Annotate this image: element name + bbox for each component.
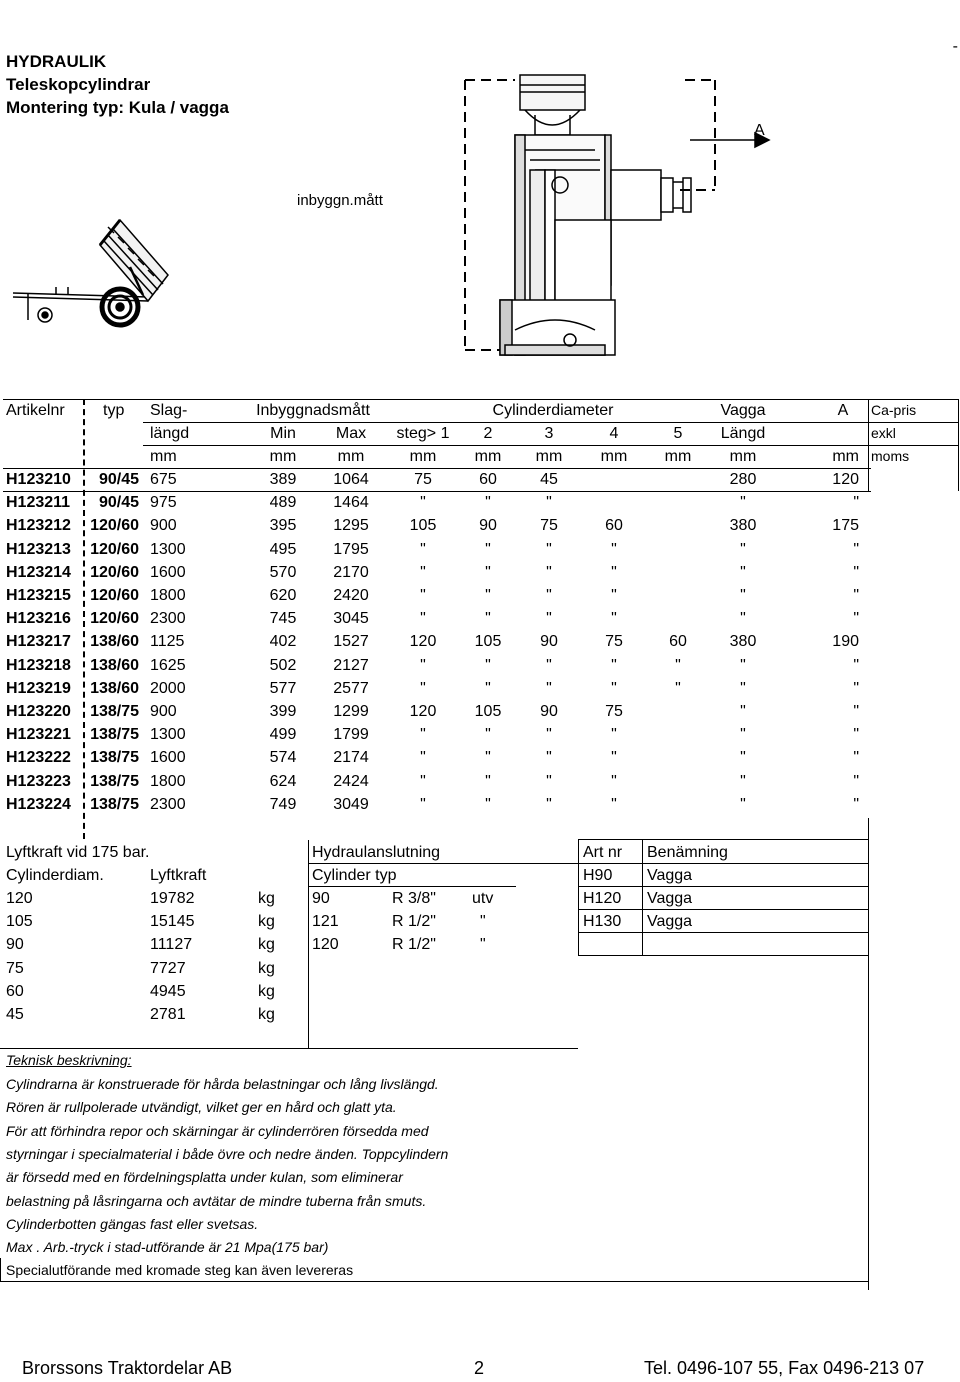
table-cell: " (420, 795, 426, 813)
table-cell: " (420, 726, 426, 744)
table-row (3, 561, 959, 584)
table-cell: " (853, 726, 859, 744)
table-cell: " (740, 610, 746, 628)
table-cell: " (546, 726, 552, 744)
table-cell (646, 561, 710, 584)
table-cell: 138/75 (90, 749, 139, 767)
table-row (3, 514, 959, 537)
table-cell: 138/60 (90, 679, 139, 697)
table-row (3, 793, 959, 816)
lyft-title: Lyftkraft vid 175 bar. (6, 844, 150, 861)
table-cell: " (420, 679, 426, 697)
lyft-cell: kg (258, 1006, 275, 1023)
footer-page-number: 2 (474, 1358, 485, 1378)
table-cell: 175 (832, 517, 859, 535)
lyft-col-force: Lyftkraft (150, 867, 207, 884)
hydraulic-cell: " (480, 936, 486, 954)
table-cell: 90/45 (98, 494, 139, 512)
table-cell: 1464 (333, 494, 369, 512)
table-header-cell: steg> 1 (396, 425, 450, 442)
table-cell: " (611, 610, 617, 628)
table-cell: " (420, 656, 426, 674)
hydraulic-cell: R 1/2" (392, 913, 436, 931)
table-cell: " (675, 656, 681, 674)
table-cell: 2127 (333, 656, 369, 674)
table-cell: H123224 (6, 795, 71, 813)
lyft-cell: kg (258, 959, 275, 977)
corner-mark: - (952, 38, 958, 55)
table-cell: 975 (150, 494, 177, 512)
table-cell: 138/75 (90, 795, 139, 813)
table-cell: " (485, 540, 491, 558)
table-cell: H123218 (6, 656, 71, 674)
table-header-cell: Inbyggnadsmått (256, 402, 370, 419)
table-cell: 138/75 (90, 772, 139, 790)
table-cell: 2300 (150, 795, 186, 813)
table-cell: 280 (729, 471, 757, 488)
description-last-line: Specialutförande med kromade steg kan även levereras (6, 1262, 354, 1278)
table-cell: 574 (269, 749, 297, 767)
table-unit-cell: mm (474, 448, 502, 465)
table-unit-cell: mm (664, 448, 692, 465)
parts-cell: Vagga (647, 890, 693, 908)
page-title: HYDRAULIK (6, 52, 107, 71)
table-cell: " (611, 772, 617, 790)
table-cell: 138/75 (90, 703, 139, 720)
table-cell: H123220 (6, 703, 71, 720)
description-line: Rören är rullpolerade utvändigt, vilket ger en hård och glatt yta. (6, 1099, 397, 1116)
description-line: styrningar i specialmaterial i både övre och nedre änden. Toppcylindern (6, 1145, 449, 1162)
lyft-cell: 60 (6, 982, 24, 1000)
table-cell: " (420, 587, 426, 604)
table-cell: " (546, 494, 552, 512)
table-cell: 120 (832, 471, 859, 488)
table-cell: H123221 (6, 726, 71, 744)
table-row (3, 654, 959, 677)
table-cell (646, 770, 710, 793)
table-cell: 624 (269, 772, 297, 790)
hydraulic-cell: 121 (312, 913, 339, 931)
table-cell: 1064 (333, 471, 369, 488)
table-cell: 1800 (150, 587, 186, 604)
mounting-type: Montering typ: Kula / vagga (6, 98, 229, 117)
table-unit-cell: mm (535, 448, 563, 465)
description-line: För att förhindra repor och skärningar är cylinderrören försedda med (6, 1122, 429, 1139)
table-unit-cell: mm (337, 448, 365, 465)
hydraulic-cell: 90 (312, 890, 330, 907)
table-cell: 499 (269, 726, 297, 744)
table-cell: 120/60 (90, 517, 139, 535)
lyft-cell: kg (258, 982, 275, 1000)
table-cell: " (546, 563, 552, 581)
table-cell: " (740, 563, 746, 581)
table-cell: 105 (474, 703, 502, 720)
table-cell: 577 (269, 679, 297, 697)
table-cell: 489 (269, 494, 297, 512)
cylinder-cross-section (455, 60, 775, 380)
table-row (3, 584, 959, 607)
table-cell: 495 (269, 540, 297, 558)
parts-col-artnr: Art nr (583, 844, 623, 861)
table-cell: 1300 (150, 726, 186, 744)
table-header-cell: exkl (871, 425, 896, 441)
table-cell: " (853, 610, 859, 628)
table-cell: H123212 (6, 517, 71, 535)
table-cell: " (420, 540, 426, 558)
lyft-cell: kg (258, 913, 275, 931)
table-cell: 45 (540, 471, 558, 488)
table-cell: " (740, 679, 746, 697)
table-row (3, 468, 959, 491)
table-cell (646, 700, 710, 723)
table-cell (646, 491, 710, 514)
lyft-cell: 75 (6, 959, 24, 977)
table-cell (646, 607, 710, 630)
table-cell: 900 (150, 703, 177, 720)
table-cell: " (740, 703, 746, 720)
table-cell: " (740, 587, 746, 604)
dimension-label-a: A (754, 122, 765, 139)
table-cell: H123211 (6, 494, 71, 512)
table-cell: " (740, 795, 746, 813)
table-cell: 120/60 (90, 610, 139, 628)
table-unit-cell: moms (871, 448, 910, 464)
table-cell: 395 (269, 517, 297, 535)
table-unit-cell: mm (269, 448, 297, 465)
table-cell: " (740, 494, 746, 512)
table-cell: " (853, 656, 859, 674)
parts-col-name: Benämning (647, 844, 728, 861)
table-cell: " (485, 795, 491, 813)
description-line: Cylinderbotten gängas fast eller svetsas. (6, 1215, 259, 1232)
table-cell (646, 514, 710, 537)
table-cell: " (740, 749, 746, 767)
table-header-cell: 4 (609, 425, 619, 442)
table-row (3, 677, 959, 700)
table-cell: 138/60 (90, 633, 139, 651)
table-cell: 75 (605, 633, 623, 651)
table-cell: " (611, 540, 617, 558)
table-header-cell: Cylinderdiameter (492, 402, 614, 419)
table-cell: 138/60 (90, 656, 139, 674)
table-cell: " (546, 656, 552, 674)
table-row (3, 770, 959, 793)
table-cell: " (740, 726, 746, 744)
table-cell: " (420, 749, 426, 767)
description-title: Teknisk beskrivning: (6, 1052, 132, 1068)
table-cell: 2000 (150, 679, 186, 697)
table-cell: " (546, 587, 552, 604)
table-header-cell: typ (103, 402, 125, 419)
table-cell: " (675, 679, 681, 697)
parts-cell: H90 (583, 867, 613, 884)
table-cell: 1295 (333, 517, 369, 535)
hydraulic-cell: utv (472, 890, 494, 907)
table-cell: " (546, 610, 552, 628)
table-cell: 402 (269, 633, 297, 651)
table-cell: H123219 (6, 679, 71, 697)
table-cell: 389 (269, 471, 297, 488)
table-row (3, 630, 959, 653)
table-cell: H123217 (6, 633, 71, 651)
table-cell: 2300 (150, 610, 186, 628)
table-header-cell: 3 (544, 425, 554, 442)
table-cell: " (740, 656, 746, 674)
footer-contact: Tel. 0496-107 55, Fax 0496-213 07 (644, 1358, 925, 1378)
table-cell: 1600 (150, 563, 186, 581)
table-cell: 105 (409, 517, 437, 535)
table-cell: 1527 (333, 633, 369, 651)
table-cell: 2174 (333, 749, 369, 767)
table-cell: 1795 (333, 540, 369, 558)
hydraulic-subtitle: Cylinder typ (312, 867, 397, 884)
table-cell: 1800 (150, 772, 186, 790)
table-cell: H123213 (6, 540, 71, 558)
table-header-cell: Vagga (720, 402, 766, 419)
table-cell: 2420 (333, 587, 369, 604)
table-cell: " (420, 772, 426, 790)
table-cell: " (611, 679, 617, 697)
lyft-cell: kg (258, 936, 275, 954)
table-cell: 90 (479, 517, 497, 535)
table-cell: 745 (269, 610, 297, 628)
table-cell (583, 491, 645, 514)
lyft-cell: 105 (6, 913, 33, 931)
table-cell: 120 (409, 633, 437, 651)
parts-cell: Vagga (647, 913, 693, 931)
table-cell: " (485, 587, 491, 604)
table-cell: " (611, 563, 617, 581)
table-cell: 105 (474, 633, 502, 651)
table-unit-cell: mm (150, 448, 177, 465)
table-header-row (3, 422, 959, 445)
table-cell: " (420, 563, 426, 581)
lyft-cell: 45 (6, 1006, 24, 1023)
table-cell: 75 (540, 517, 558, 535)
table-cell: " (853, 772, 859, 790)
dimension-label-inbyggn: inbyggn.mått (297, 192, 383, 209)
table-cell: " (485, 656, 491, 674)
page-subtitle: Teleskopcylindrar (6, 75, 151, 94)
table-cell: 120/60 (90, 587, 139, 604)
table-cell (646, 468, 710, 491)
table-header-cell: Artikelnr (6, 402, 65, 419)
table-cell: 90/45 (98, 471, 139, 488)
table-cell: " (546, 679, 552, 697)
table-cell: " (611, 656, 617, 674)
hydraulic-cell: " (480, 913, 486, 931)
hydraulic-cell: 120 (312, 936, 339, 954)
table-cell: 1125 (150, 633, 185, 651)
table-cell: " (546, 772, 552, 790)
lyft-cell: 2781 (150, 1006, 186, 1023)
table-cell: 90 (540, 703, 558, 720)
table-cell: " (420, 494, 426, 512)
table-cell: " (546, 540, 552, 558)
parts-cell: H130 (583, 913, 622, 931)
table-cell: 2577 (333, 679, 369, 697)
table-cell: " (853, 494, 859, 512)
hydraulic-title: Hydraulanslutning (312, 844, 441, 861)
table-cell: " (853, 563, 859, 581)
table-cell (646, 746, 710, 769)
lyft-cell: 4945 (150, 982, 186, 1000)
table-cell: 675 (150, 471, 177, 488)
table-cell: " (740, 772, 746, 790)
table-cell: 75 (605, 703, 623, 720)
trailer-illustration (8, 205, 173, 330)
lyft-cell: kg (258, 890, 275, 907)
parts-cell: Vagga (647, 867, 693, 884)
table-cell: " (853, 703, 859, 720)
table-cell: " (853, 540, 859, 558)
table-header-cell: Längd (720, 425, 766, 442)
table-header-cell: 5 (673, 425, 683, 442)
table-cell: 60 (669, 633, 687, 651)
table-unit-cell: mm (832, 448, 859, 465)
table-cell: 1299 (333, 703, 369, 720)
table-header-cell: A (837, 402, 849, 419)
table-header-row (3, 399, 959, 422)
table-cell: " (546, 749, 552, 767)
table-row (3, 538, 959, 561)
table-cell: 399 (269, 703, 297, 720)
table-cell: " (853, 795, 859, 813)
table-cell: 138/75 (90, 726, 139, 744)
parts-cell: H120 (583, 890, 622, 908)
table-cell: 3049 (333, 795, 369, 813)
table-cell (646, 723, 710, 746)
table-cell: 900 (150, 517, 177, 535)
hydraulic-cell: R 3/8" (392, 890, 436, 907)
table-cell: 2424 (333, 772, 369, 790)
table-cell: " (485, 749, 491, 767)
table-header-cell: Slag- (150, 402, 188, 419)
table-cell: 60 (479, 471, 497, 488)
table-cell: 3045 (333, 610, 369, 628)
table-header-cell: Max (335, 425, 367, 442)
table-row (3, 607, 959, 630)
table-cell: " (485, 772, 491, 790)
table-cell: 1300 (150, 540, 186, 558)
hydraulic-cell: R 1/2" (392, 936, 436, 954)
table-cell: 190 (832, 633, 859, 651)
table-header-cell: Min (270, 425, 296, 442)
table-cell: H123216 (6, 610, 71, 628)
table-cell: " (611, 795, 617, 813)
table-cell: 380 (729, 633, 757, 651)
table-cell: " (485, 563, 491, 581)
table-cell: H123223 (6, 772, 71, 790)
lyft-cell: 11127 (150, 936, 193, 954)
lyft-cell: 15145 (150, 913, 195, 931)
table-cell: 1799 (333, 726, 369, 744)
table-unit-cell: mm (409, 448, 437, 465)
table-cell: 1600 (150, 749, 186, 767)
table-cell: 380 (729, 517, 757, 535)
table-cell: 1625 (150, 656, 186, 674)
table-cell: " (420, 610, 426, 628)
description-line: belastning på låsringarna och avtätar de mindre tuberna från smuts. (6, 1192, 427, 1209)
table-row (3, 700, 959, 723)
table-cell: " (611, 726, 617, 744)
description-line: är försedd med en fördelningsplatta under kulan, som eliminerar (6, 1169, 403, 1186)
table-cell: " (853, 587, 859, 604)
footer-company: Brorssons Traktordelar AB (22, 1358, 233, 1378)
table-cell: " (485, 726, 491, 744)
table-cell (646, 793, 710, 816)
table-cell: 2170 (333, 563, 369, 581)
table-cell: 749 (269, 795, 297, 813)
table-header-cell: längd (150, 425, 190, 442)
table-row (3, 723, 959, 746)
table-cell: " (485, 610, 491, 628)
lyft-col-diam: Cylinderdiam. (6, 867, 104, 884)
description-line: Cylindrarna är konstruerade för hårda belastningar och lång livslängd. (6, 1076, 439, 1092)
table-cell: H123215 (6, 587, 71, 604)
lyft-cell: 120 (6, 890, 33, 907)
table-cell: 620 (269, 587, 297, 604)
table-cell: 75 (414, 471, 432, 488)
table-cell: " (853, 749, 859, 767)
description-line: Max . Arb.-tryck i stad-utförande är 21 Mpa(175 bar) (6, 1239, 329, 1256)
lyft-cell: 19782 (150, 890, 195, 907)
table-cell: H123210 (6, 471, 71, 488)
table-cell: " (485, 679, 491, 697)
table-cell (646, 538, 710, 561)
lyft-cell: 90 (6, 936, 24, 954)
table-cell: 120/60 (90, 540, 139, 558)
table-cell: 90 (540, 633, 558, 651)
table-row (3, 491, 959, 514)
table-unit-cell: mm (729, 448, 757, 465)
table-cell: 120 (409, 703, 437, 720)
table-cell: " (740, 540, 746, 558)
table-cell: 502 (269, 656, 297, 674)
table-cell: H123222 (6, 749, 71, 767)
table-row (3, 746, 959, 769)
table-unit-cell: mm (600, 448, 628, 465)
table-cell (646, 584, 710, 607)
table-cell: 120/60 (90, 563, 139, 581)
table-cell: " (611, 587, 617, 604)
table-header-cell: Ca-pris (871, 402, 917, 418)
table-cell (583, 468, 645, 491)
table-cell: " (853, 679, 859, 697)
table-cell: " (546, 795, 552, 813)
table-cell: 60 (605, 517, 623, 535)
table-cell: " (485, 494, 491, 512)
table-header-cell: 2 (483, 425, 493, 442)
table-cell: 570 (269, 563, 297, 581)
table-cell: H123214 (6, 563, 71, 581)
table-cell: " (611, 749, 617, 767)
table-unit-row (3, 445, 959, 468)
lyft-cell: 7727 (150, 959, 186, 977)
